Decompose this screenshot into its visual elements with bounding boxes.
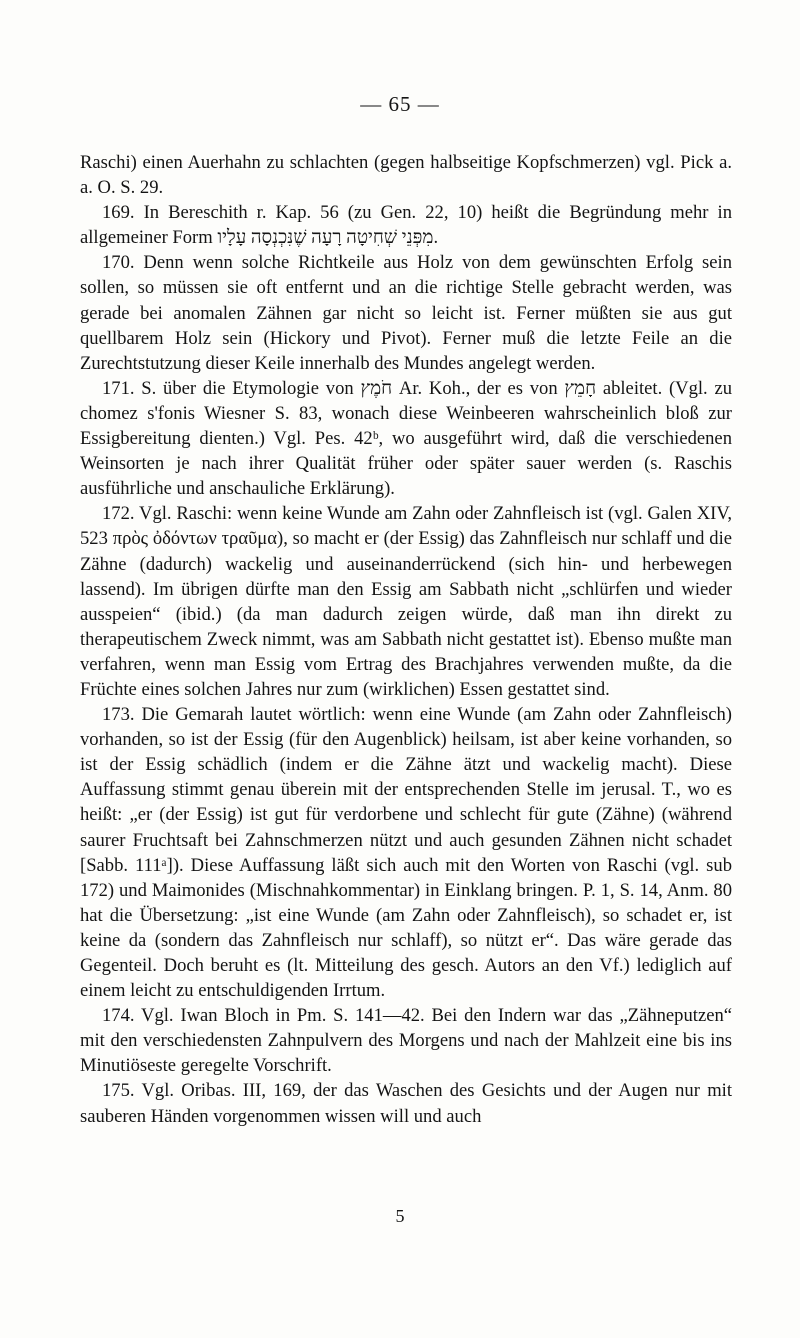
note-174: 174. Vgl. Iwan Bloch in Pm. S. 141—42. Bei den Indern war das „Zähneputzen“ mit den verschiedensten Zahnpulvern des Morgens und nach der Mahlzeit eine bis ins Minutiöseste geregelte Vorschrift.	[80, 1005, 732, 1077]
page-number-header: — 65 —	[360, 92, 440, 116]
note-175: 175. Vgl. Oribas. III, 169, der das Waschen des Gesichts und der Augen nur mit sauberen Händen vorgenommen wissen will und auch	[80, 1080, 732, 1127]
signature-mark: 5	[395, 1206, 405, 1226]
note-173: 173. Die Gemarah lautet wörtlich: wenn eine Wunde (am Zahn oder Zahnfleisch) vorhanden, so ist der Essig (für den Augenblick) heilsam, ist aber keine vorhanden, so ist der Essig schädlich (indem er die Zähne ätzt und wackelig macht). Diese Auffassung stimmt genau überein mit der entsprechenden Stelle im jerusal. T., wo es heißt: „er (der Essig) ist gut für verdorbene und schlecht für gute (Zähne) (während saurer Fruchtsaft bei Zahnschmerzen nützt und auch gesunden Zähnen nicht schadet [Sabb. 111ᵃ]). Diese Auffassung läßt sich auch mit den Worten von Raschi (vgl. sub 172) und Maimonides (Mischnahkommentar) in Einklang bringen. P. 1, S. 14, Anm. 80 hat die Übersetzung: „ist eine Wunde (am Zahn oder Zahnfleisch), so schadet er, ist keine da (sondern das Zahnfleisch nur schlaff), so nützt er“. Das wäre gerade das Gegenteil. Doch beruht es (lt. Mitteilung des gesch. Autors an den Vf.) lediglich auf einem leicht zu entschuldigenden Irrtum.	[80, 704, 732, 1002]
note-169: 169. In Bereschith r. Kap. 56 (zu Gen. 22, 10) heißt die Begründung mehr in allgemeiner Form מִפְּנֵי שְׁחִיטָה רָעָה שֶׁנִּכְנְסָה עָלָיו.	[80, 202, 732, 249]
body-text	[80, 150, 732, 1129]
note-172: 172. Vgl. Raschi: wenn keine Wunde am Zahn oder Zahnfleisch ist (vgl. Galen XIV, 523 πρὸς ὀδόντων τραῦμα), so macht er (der Essig) das Zahnfleisch nur schlaff und die Zähne (dadurch) wackelig und auseinanderrückend (sich hin- und herbewegen lassend). Im übrigen dürfte man den Essig am Sabbath nicht „schlürfen und wieder ausspeien“ (ibid.) (da man dadurch zeigen würde, daß man ihn direkt zu therapeutischem Zweck nimmt, was am Sabbath nicht gestattet ist). Ebenso mußte man verfahren, wenn man Essig vom Ertrag des Brachjahres verwenden mußte, da die Früchte eines solchen Jahres nur zum (wirklichen) Essen gestattet sind.	[80, 503, 732, 700]
note-171: 171. S. über die Etymologie von חֹמֶץ Ar. Koh., der es von חָמֵץ ableitet. (Vgl. zu chomez s'fonis Wiesner S. 83, wonach diese Weinbeeren wahrscheinlich bloß zur Essigbereitung dienten.) Vgl. Pes. 42ᵇ, wo ausgeführt wird, daß die verschiedenen Weinsorten je nach ihrer Qualität früher oder später sauer werden (s. Raschis ausführliche und anschauliche Erklärung).	[80, 377, 732, 500]
paragraph-continuation: Raschi) einen Auerhahn zu schlachten (gegen halbseitige Kopfschmerzen) vgl. Pick a. a. O. S. 29.	[80, 152, 732, 199]
note-170: 170. Denn wenn solche Richtkeile aus Holz von dem gewünschten Erfolg sein sollen, so müssen sie oft entfernt und an die richtige Stelle gebracht werden, was gerade bei anomalen Zähnen gar nicht so leicht ist. Ferner müßten sie aus gut quellbarem Holz sein (Hickory und Pivot). Ferner muß die letzte Feile an die Zurechtstutzung dieser Keile innerhalb des Mundes angelegt werden.	[80, 252, 732, 374]
